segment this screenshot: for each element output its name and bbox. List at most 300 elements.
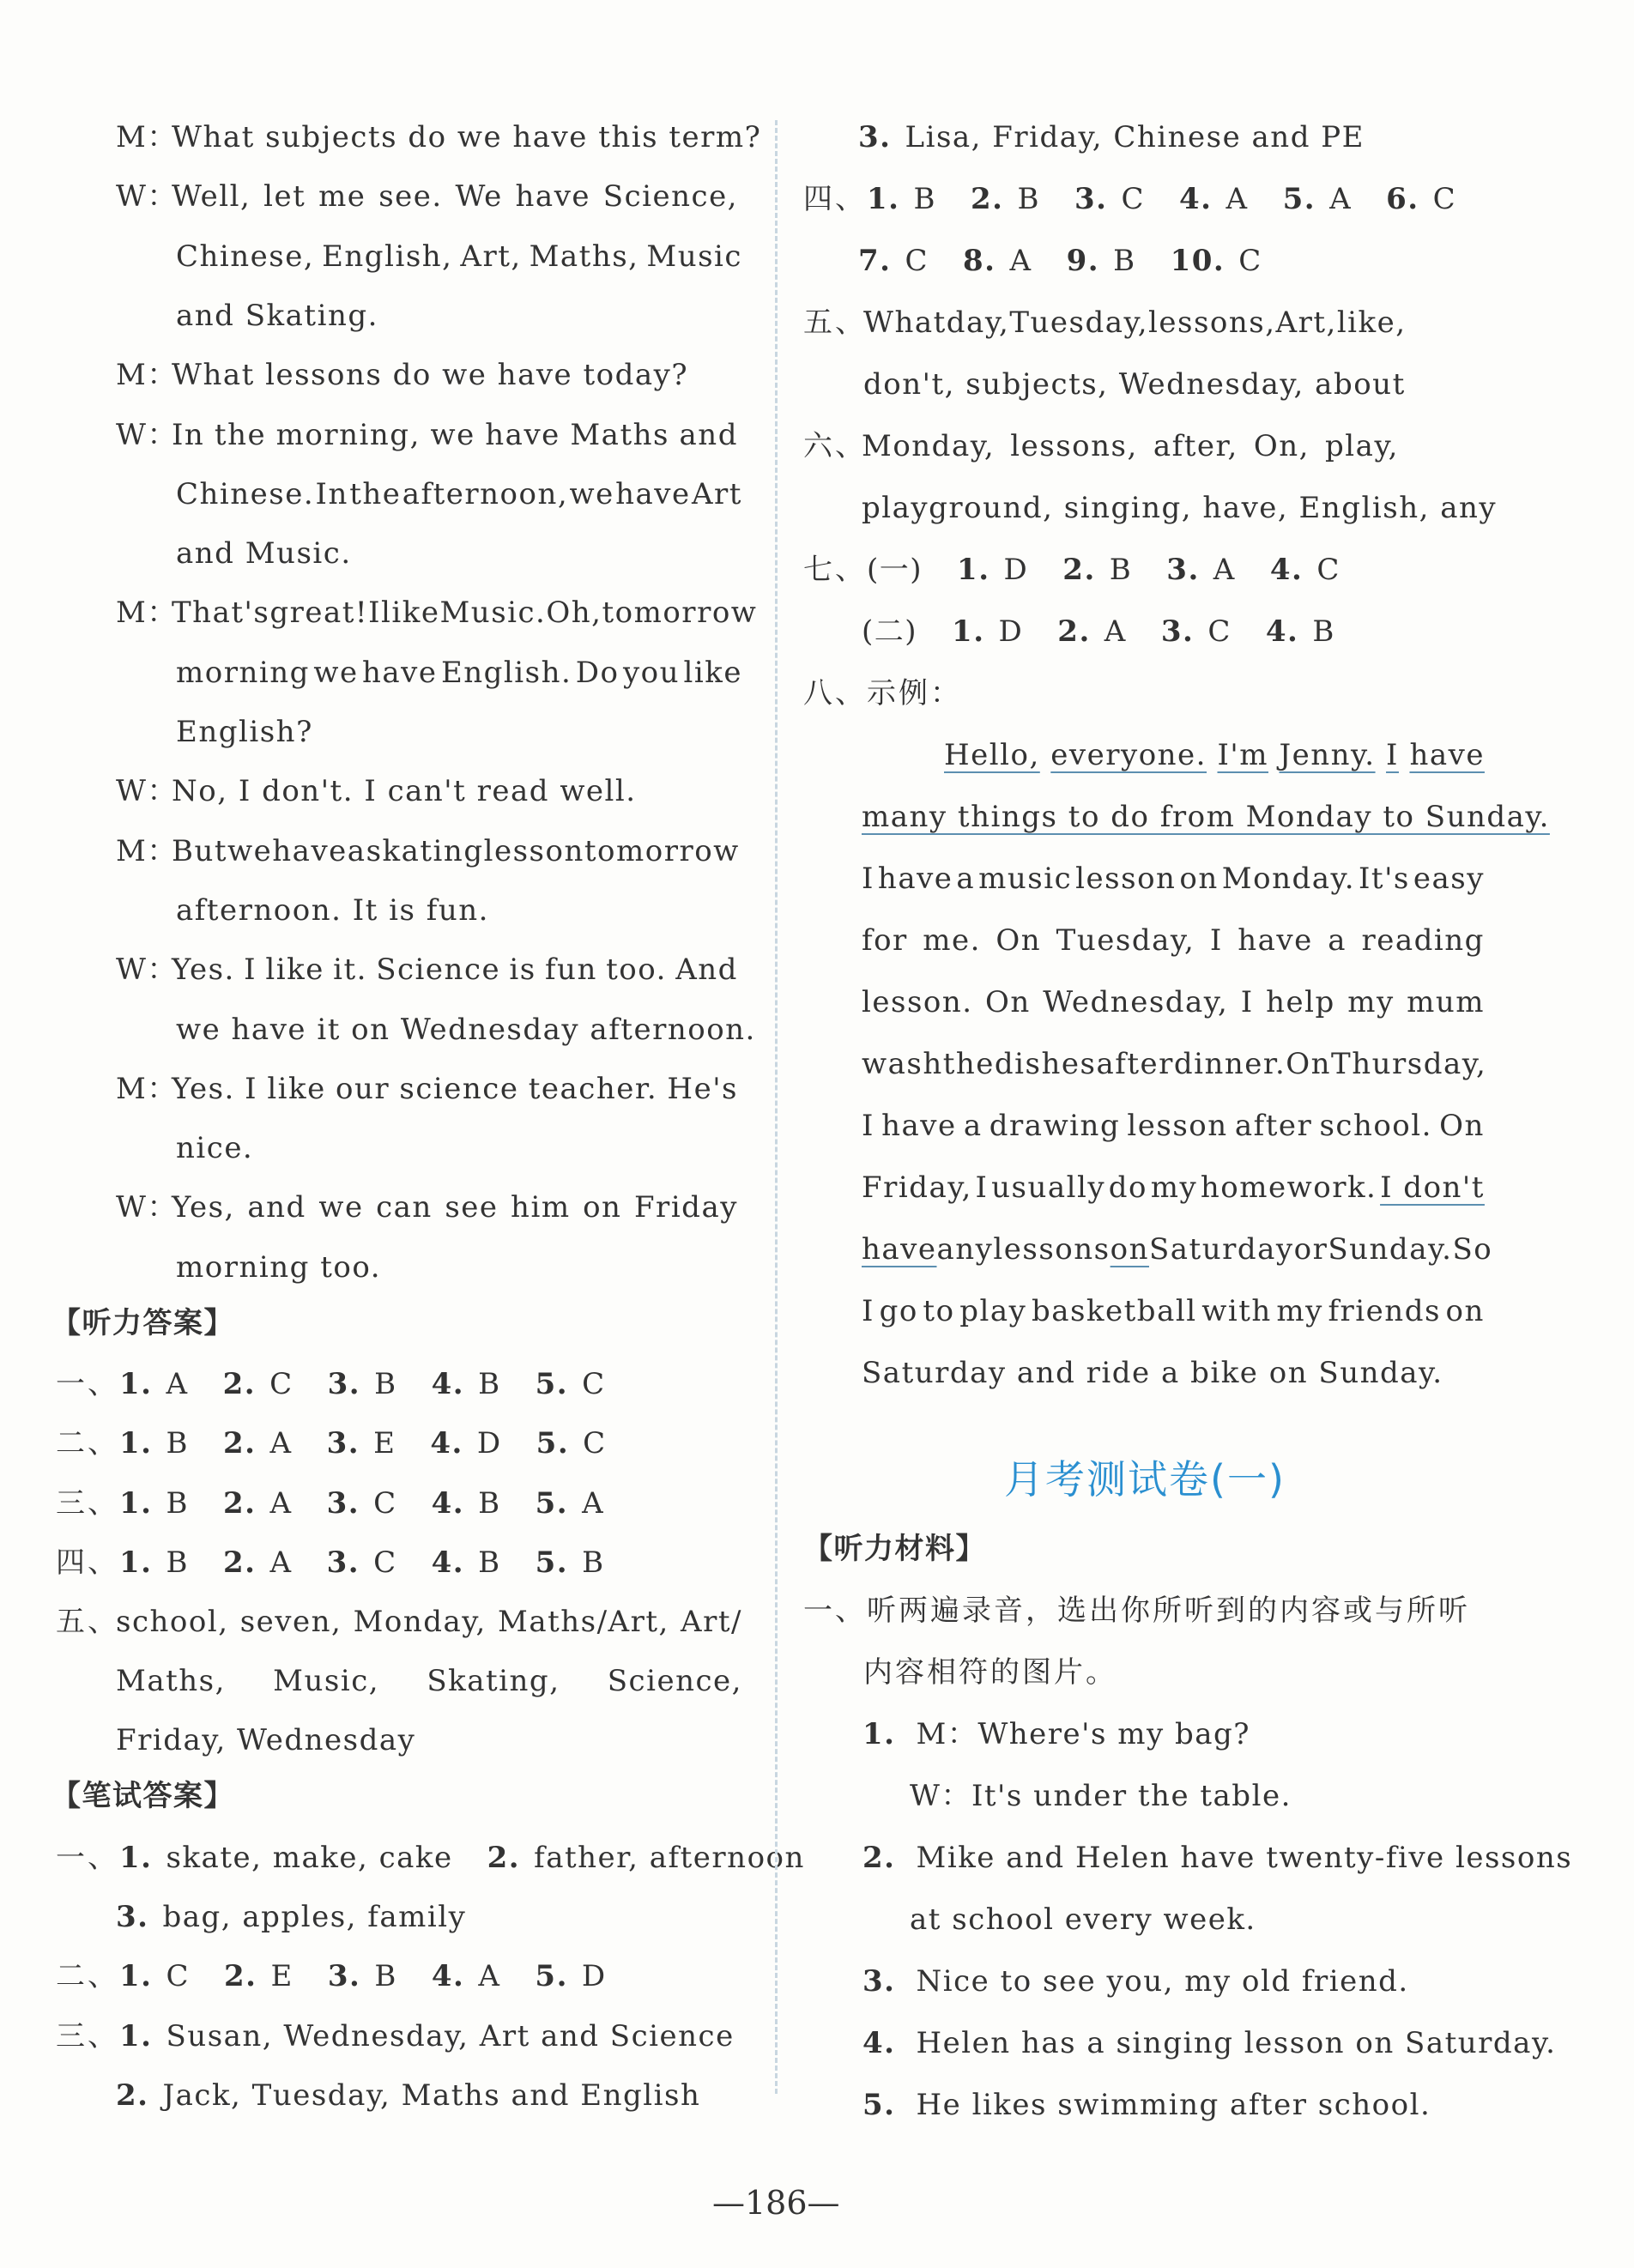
essay-line: [862, 857, 1485, 900]
essay-word: have: [881, 1109, 957, 1143]
essay-word: after: [1234, 1109, 1313, 1143]
speaker-label: [116, 1067, 178, 1110]
dialogue-text: afternoon. It is fun.: [176, 892, 489, 928]
answer-2: D: [1003, 553, 1029, 587]
word: Do: [575, 655, 620, 690]
essay-word: me.: [923, 923, 981, 958]
listening-item-line: [862, 2084, 1431, 2126]
word: we: [569, 476, 614, 511]
liu-word: after,: [1153, 429, 1238, 463]
answer-1: B: [913, 182, 936, 216]
answer-6: 4.: [1179, 182, 1213, 216]
answer-1: 1.: [952, 614, 985, 649]
essay-word: have: [877, 862, 953, 896]
word: Maths: [570, 417, 669, 452]
answer-9: D: [581, 1959, 607, 1993]
essay-word: my: [1347, 985, 1395, 1019]
essay-line: [862, 1290, 1485, 1333]
word: Yes.: [172, 953, 235, 988]
answer-8: 5.: [535, 1367, 569, 1401]
word: we: [318, 1190, 364, 1225]
essay-word: I: [975, 1170, 989, 1205]
essay-word: have: [1238, 923, 1313, 958]
item-text: Nice to see you, my old friend.: [916, 1964, 1409, 1999]
row-label: 四、: [56, 1545, 119, 1580]
essay-word: music: [978, 862, 1073, 896]
liu-text: playground, singing, have, English, any: [862, 491, 1498, 525]
word: But: [172, 833, 228, 868]
written-2: [56, 1955, 607, 1998]
essay-word: have: [1409, 738, 1485, 772]
wu-word: school,: [116, 1605, 229, 1639]
speaker: M：: [116, 1071, 178, 1106]
speaker-label: [116, 1186, 178, 1229]
essay-word: lesson: [1075, 862, 1177, 896]
essay-word: On: [1286, 1047, 1332, 1081]
wu-line-3: [116, 1719, 415, 1762]
wu-row-1: [863, 301, 1407, 344]
essay-word: school.: [1319, 1109, 1432, 1143]
wu-word: Maths/Art,: [498, 1605, 669, 1639]
answer-8: 5.: [536, 1426, 570, 1461]
essay-word: the: [942, 1047, 995, 1081]
liu-row-1: [862, 425, 1399, 468]
essay-word: for: [862, 923, 908, 958]
answer-0: 1.: [867, 182, 900, 216]
speaker-label: [116, 414, 178, 457]
answer-0: (二): [862, 614, 918, 649]
answer-6: 4.: [431, 1959, 465, 1993]
answer-0: 1.: [119, 1485, 153, 1521]
si-row-2: [858, 239, 1262, 282]
written-heading: [51, 1775, 234, 1817]
dialogue-text: No, I don't. I can't read well.: [172, 774, 637, 809]
essay-word: on: [1445, 1294, 1485, 1328]
listening-item-line: [862, 1713, 1250, 1756]
answer-3: C: [269, 1367, 294, 1401]
word: teacher.: [528, 1071, 658, 1106]
answer-5: E: [373, 1426, 396, 1461]
ans: skate, make, cake: [166, 1841, 453, 1875]
answer-3: B: [1017, 182, 1040, 216]
essay-line: [862, 1043, 1485, 1086]
answer-6: 4.: [431, 1545, 465, 1580]
word: Yes,: [172, 1190, 235, 1225]
word: I: [368, 596, 381, 631]
essay-line: [862, 1104, 1485, 1147]
speaker: M：: [116, 358, 178, 393]
qi-row-2: [862, 610, 1335, 653]
answer-3: A: [269, 1545, 293, 1580]
wu-text: don't, subjects, Wednesday, about: [863, 367, 1406, 402]
wu-line-2: [116, 1660, 742, 1703]
essay-word: usually: [991, 1170, 1106, 1205]
dialogue-line: [172, 830, 738, 873]
answer-4: 3.: [326, 1485, 360, 1521]
item-text: M：Where's my bag?: [916, 1717, 1251, 1751]
wu-word: Art,: [1275, 305, 1337, 340]
item-text: W：It's under the table.: [910, 1779, 1292, 1813]
dialogue-line: [176, 889, 489, 932]
essay-word: I: [1386, 738, 1399, 772]
ans: Susan, Wednesday, Art and Science: [166, 2019, 735, 2053]
speaker: M：: [116, 833, 178, 868]
answer-5: B: [374, 1959, 397, 1993]
dialogue-line: [176, 235, 742, 278]
essay-word: help: [1266, 985, 1335, 1019]
essay-word: So: [1452, 1232, 1493, 1267]
answer-2: 2.: [224, 1959, 257, 1993]
w2-label: 二、: [56, 1959, 119, 1993]
speaker-label: [116, 770, 178, 813]
speaker: M：: [116, 120, 178, 154]
word: tomorrow: [602, 596, 758, 631]
word: Art: [691, 476, 742, 511]
essay-word: homework.: [1200, 1170, 1377, 1205]
word: skating: [366, 833, 484, 868]
liu-word: lessons,: [1010, 429, 1138, 463]
word: Science: [376, 953, 501, 988]
answer-1: C: [166, 1959, 191, 1993]
answer-5: 3.: [1166, 553, 1200, 587]
ans: father, afternoon: [534, 1841, 805, 1875]
wu-word: like,: [1336, 305, 1407, 340]
material-heading-text: 【听力材料】: [803, 1532, 986, 1566]
answer-6: A: [1213, 553, 1236, 587]
answer-7: B: [478, 1545, 501, 1580]
word: have: [485, 417, 560, 452]
dialogue-line: [176, 473, 742, 516]
wu-word: Friday, Wednesday: [116, 1723, 416, 1757]
answer-3: A: [1009, 244, 1032, 278]
item-text: at school every week.: [910, 1902, 1256, 1937]
answer-2: 2.: [222, 1367, 257, 1401]
liu-label: 六、: [803, 429, 867, 463]
answer-0: 1.: [119, 1426, 153, 1461]
word: let: [263, 179, 306, 215]
word: Yes.: [172, 1071, 235, 1106]
word: we: [430, 417, 475, 452]
essay-word: to: [923, 1294, 955, 1328]
answer-8: 5.: [535, 1485, 569, 1521]
num: 1.: [119, 1841, 153, 1875]
written-3b: [116, 2074, 700, 2117]
essay-word: easy: [1413, 862, 1485, 896]
word: great!: [269, 596, 369, 631]
liu-label-r: [803, 425, 867, 468]
answer-6: 4.: [430, 1426, 463, 1461]
word: have: [515, 179, 591, 215]
answer-2: 2.: [223, 1485, 257, 1521]
essay-word: any: [936, 1232, 994, 1267]
answer-9: C: [583, 1426, 607, 1461]
answer-5: B: [374, 1367, 397, 1401]
answer-6: 4.: [431, 1367, 465, 1401]
answer-4: 3.: [326, 1426, 360, 1461]
dialogue-text: English?: [176, 715, 313, 749]
listening-heading: [51, 1302, 234, 1345]
word: Music: [646, 239, 742, 274]
answer-4: 3.: [327, 1367, 361, 1401]
speaker-label: [116, 830, 178, 873]
essay-word: Hello,: [944, 738, 1040, 772]
dialogue-line: [172, 175, 738, 218]
written-heading-text: 【笔试答案】: [51, 1779, 234, 1813]
answer-0: 1.: [119, 1959, 153, 1993]
word: a: [347, 833, 366, 868]
word: have: [615, 476, 691, 511]
written-1b: [116, 1896, 466, 1938]
essay-word: Saturday and ride a bike on Sunday.: [862, 1356, 1443, 1390]
answer-0: 1.: [119, 1367, 153, 1401]
essay-word: lesson: [1127, 1109, 1228, 1143]
answer-2: 2.: [971, 182, 1004, 216]
answer-4: 3.: [327, 1959, 361, 1993]
essay-line: [862, 1228, 1493, 1271]
wu-word: Science,: [607, 1664, 742, 1698]
item-number: 5.: [862, 2088, 896, 2122]
column-divider: [775, 120, 778, 2094]
item-text: Mike and Helen have twenty-five lessons: [916, 1841, 1573, 1875]
essay-word: mum: [1407, 985, 1485, 1019]
page-number: —186—: [712, 2184, 840, 2222]
answer-5: B: [1113, 244, 1136, 278]
answer-8: 5.: [535, 1959, 568, 1993]
liu-word: Monday,: [862, 429, 996, 463]
answer-2: D: [998, 614, 1024, 649]
dialogue-text: and Music.: [176, 536, 352, 572]
essay-word: I: [862, 1109, 874, 1143]
essay-line: [862, 919, 1485, 962]
essay-word: wash: [862, 1047, 943, 1081]
word: can: [376, 1190, 433, 1225]
wu-word: day,: [946, 305, 1010, 340]
answer-7: C: [1238, 244, 1262, 278]
essay-word: my: [1276, 1294, 1323, 1328]
word: I: [244, 953, 257, 988]
dialogue-text: morning too.: [176, 1249, 382, 1285]
word: have: [362, 655, 438, 690]
written-1a: [56, 1836, 805, 1879]
word: fun: [544, 953, 597, 988]
item-number: 4.: [862, 2026, 896, 2060]
word: me: [318, 179, 366, 215]
word: like: [265, 953, 324, 988]
word: And: [675, 953, 738, 988]
row-label: 二、: [56, 1426, 119, 1461]
essay-word: do: [1108, 1170, 1148, 1205]
listening-row: [56, 1422, 607, 1465]
answer-3: E: [270, 1959, 294, 1993]
essay-line: [862, 795, 1550, 838]
dialogue-text: and Skating.: [176, 298, 378, 333]
answer-7: 4.: [1265, 614, 1299, 649]
speaker-label: [116, 354, 178, 396]
speaker-label: [116, 175, 178, 218]
essay-word: I: [1240, 985, 1254, 1019]
instruction-2: [863, 1651, 1117, 1694]
answer-10: 6.: [1386, 182, 1419, 216]
essay-word: Monday.: [1221, 862, 1355, 896]
word: and: [679, 417, 738, 452]
word: the: [349, 476, 402, 511]
essay-word: Wednesday,: [1043, 985, 1229, 1019]
essay-word: dinner.: [1173, 1047, 1286, 1081]
speaker-label: [116, 116, 178, 159]
answer-7: D: [476, 1426, 502, 1461]
word: like: [683, 655, 742, 690]
dialogue-text: nice.: [176, 1131, 254, 1166]
answer-1: C: [905, 244, 929, 278]
word: is: [509, 953, 536, 988]
word: too.: [606, 953, 667, 988]
answer-3: 2.: [1057, 614, 1091, 649]
essay-word: On: [985, 985, 1031, 1019]
essay-word: have: [862, 1232, 937, 1267]
answer-7: A: [1226, 182, 1249, 216]
word: Chinese,: [176, 239, 315, 274]
essay-word: a: [963, 1109, 983, 1143]
listening-heading-text: 【听力答案】: [51, 1306, 234, 1340]
wu-word: seven,: [239, 1605, 342, 1639]
word: like: [381, 596, 440, 631]
dialogue-text: What subjects do we have this term?: [172, 120, 762, 154]
essay-word: I: [862, 1294, 874, 1328]
essay-line: [862, 981, 1485, 1024]
qi-label: 七、: [803, 553, 867, 587]
dialogue-line: [176, 711, 313, 753]
essay-word: everyone.: [1050, 738, 1207, 772]
listening-item-line: [862, 2022, 1556, 2065]
row-label: 一、: [56, 1367, 119, 1401]
listening-row: [56, 1541, 605, 1584]
essay-word: my: [1150, 1170, 1198, 1205]
answer-2: 8.: [963, 244, 996, 278]
instruction-text: 内容相符的图片。: [863, 1655, 1117, 1690]
answer-3: 2.: [1062, 553, 1096, 587]
wu-word: Music,: [273, 1664, 380, 1698]
dialogue-line: [172, 948, 738, 991]
word: English.: [440, 655, 572, 690]
ans: bag, apples, family: [162, 1900, 467, 1934]
written-3a: [56, 2015, 735, 2058]
essay-word: Friday,: [862, 1170, 972, 1205]
essay-word: on: [1179, 862, 1219, 896]
essay-word: Saturday: [1148, 1232, 1294, 1267]
word: we: [313, 655, 359, 690]
answer-1: B: [166, 1545, 189, 1580]
word: like: [267, 1071, 326, 1106]
answer-8: 5.: [1282, 182, 1316, 216]
word: Music.: [439, 596, 547, 631]
answer-4: 3.: [326, 1545, 360, 1580]
wu-label: [56, 1600, 119, 1643]
essay-word: I: [862, 862, 874, 896]
word: science: [399, 1071, 519, 1106]
essay-word: or: [1293, 1232, 1328, 1267]
dialogue-line: [172, 414, 738, 457]
essay-word: basketball: [1031, 1294, 1197, 1328]
listening-row: [56, 1482, 604, 1525]
liu-word: On,: [1253, 429, 1310, 463]
answer-0: 7.: [858, 244, 892, 278]
word: Well,: [172, 179, 251, 215]
answer-6: 10.: [1170, 244, 1226, 278]
word: we: [227, 833, 273, 868]
essay-word: I don't: [1380, 1170, 1485, 1205]
essay-word: drawing: [989, 1109, 1121, 1143]
dialogue-line: [176, 1246, 381, 1289]
word: the: [214, 417, 267, 452]
word: He's: [667, 1071, 738, 1106]
essay-word: friends: [1328, 1294, 1441, 1328]
answer-1: B: [166, 1485, 189, 1521]
essay-word: I'm: [1217, 738, 1269, 772]
dialogue-line: [172, 770, 637, 813]
wu-word: What: [863, 305, 947, 340]
qi-row-1: [803, 548, 1340, 591]
item-number: 1.: [862, 1717, 896, 1751]
answer-0: (一): [867, 553, 923, 587]
essay-word: Sunday.: [1328, 1232, 1453, 1267]
word: In: [315, 476, 348, 511]
essay-word: with: [1201, 1294, 1272, 1328]
word: him: [511, 1190, 571, 1225]
word: afternoon,: [402, 476, 569, 511]
essay-word: Tuesday,: [1056, 923, 1195, 958]
answer-2: 2.: [223, 1426, 257, 1461]
answer-9: B: [582, 1545, 605, 1580]
word: it.: [333, 953, 367, 988]
wu-word: Maths,: [116, 1664, 226, 1698]
dialogue-line: [176, 1008, 756, 1051]
wu-word: lessons,: [1148, 305, 1276, 340]
dialogue-line: [172, 591, 758, 634]
r-line-1: [858, 116, 1365, 159]
listening-row: [56, 1363, 606, 1406]
word: have: [272, 833, 348, 868]
essay-word: It's: [1358, 862, 1410, 896]
essay-word: Jenny.: [1279, 738, 1376, 772]
answer-7: A: [478, 1959, 501, 1993]
word: Art,: [460, 239, 522, 274]
essay-word: go: [879, 1294, 918, 1328]
word: Friday: [633, 1190, 738, 1225]
answer-6: C: [1207, 614, 1232, 649]
dialogue-line: [172, 1067, 738, 1110]
item-text: Helen has a singing lesson on Saturday.: [916, 2026, 1557, 2060]
word: English,: [322, 239, 453, 274]
answer-7: B: [478, 1485, 501, 1521]
wu-word: Monday,: [353, 1605, 487, 1639]
wu-label: 五、: [803, 305, 867, 340]
num: 3.: [858, 120, 892, 154]
ans: Jack, Tuesday, Maths and English: [162, 2078, 701, 2113]
liu-row-2: [862, 487, 1497, 529]
answer-3: A: [269, 1485, 293, 1521]
num: 2.: [116, 2078, 149, 2113]
essay-word: dishes: [994, 1047, 1097, 1081]
w3-label: 三、: [56, 2019, 119, 2053]
listening-item-line: [862, 1960, 1409, 2003]
answer-7: B: [478, 1367, 501, 1401]
word: our: [336, 1071, 390, 1106]
essay-line: [862, 1166, 1485, 1209]
dialogue-line: [172, 116, 761, 159]
word: see.: [378, 179, 443, 215]
listening-item-line: [862, 1836, 1572, 1879]
essay-word: lesson.: [862, 985, 973, 1019]
